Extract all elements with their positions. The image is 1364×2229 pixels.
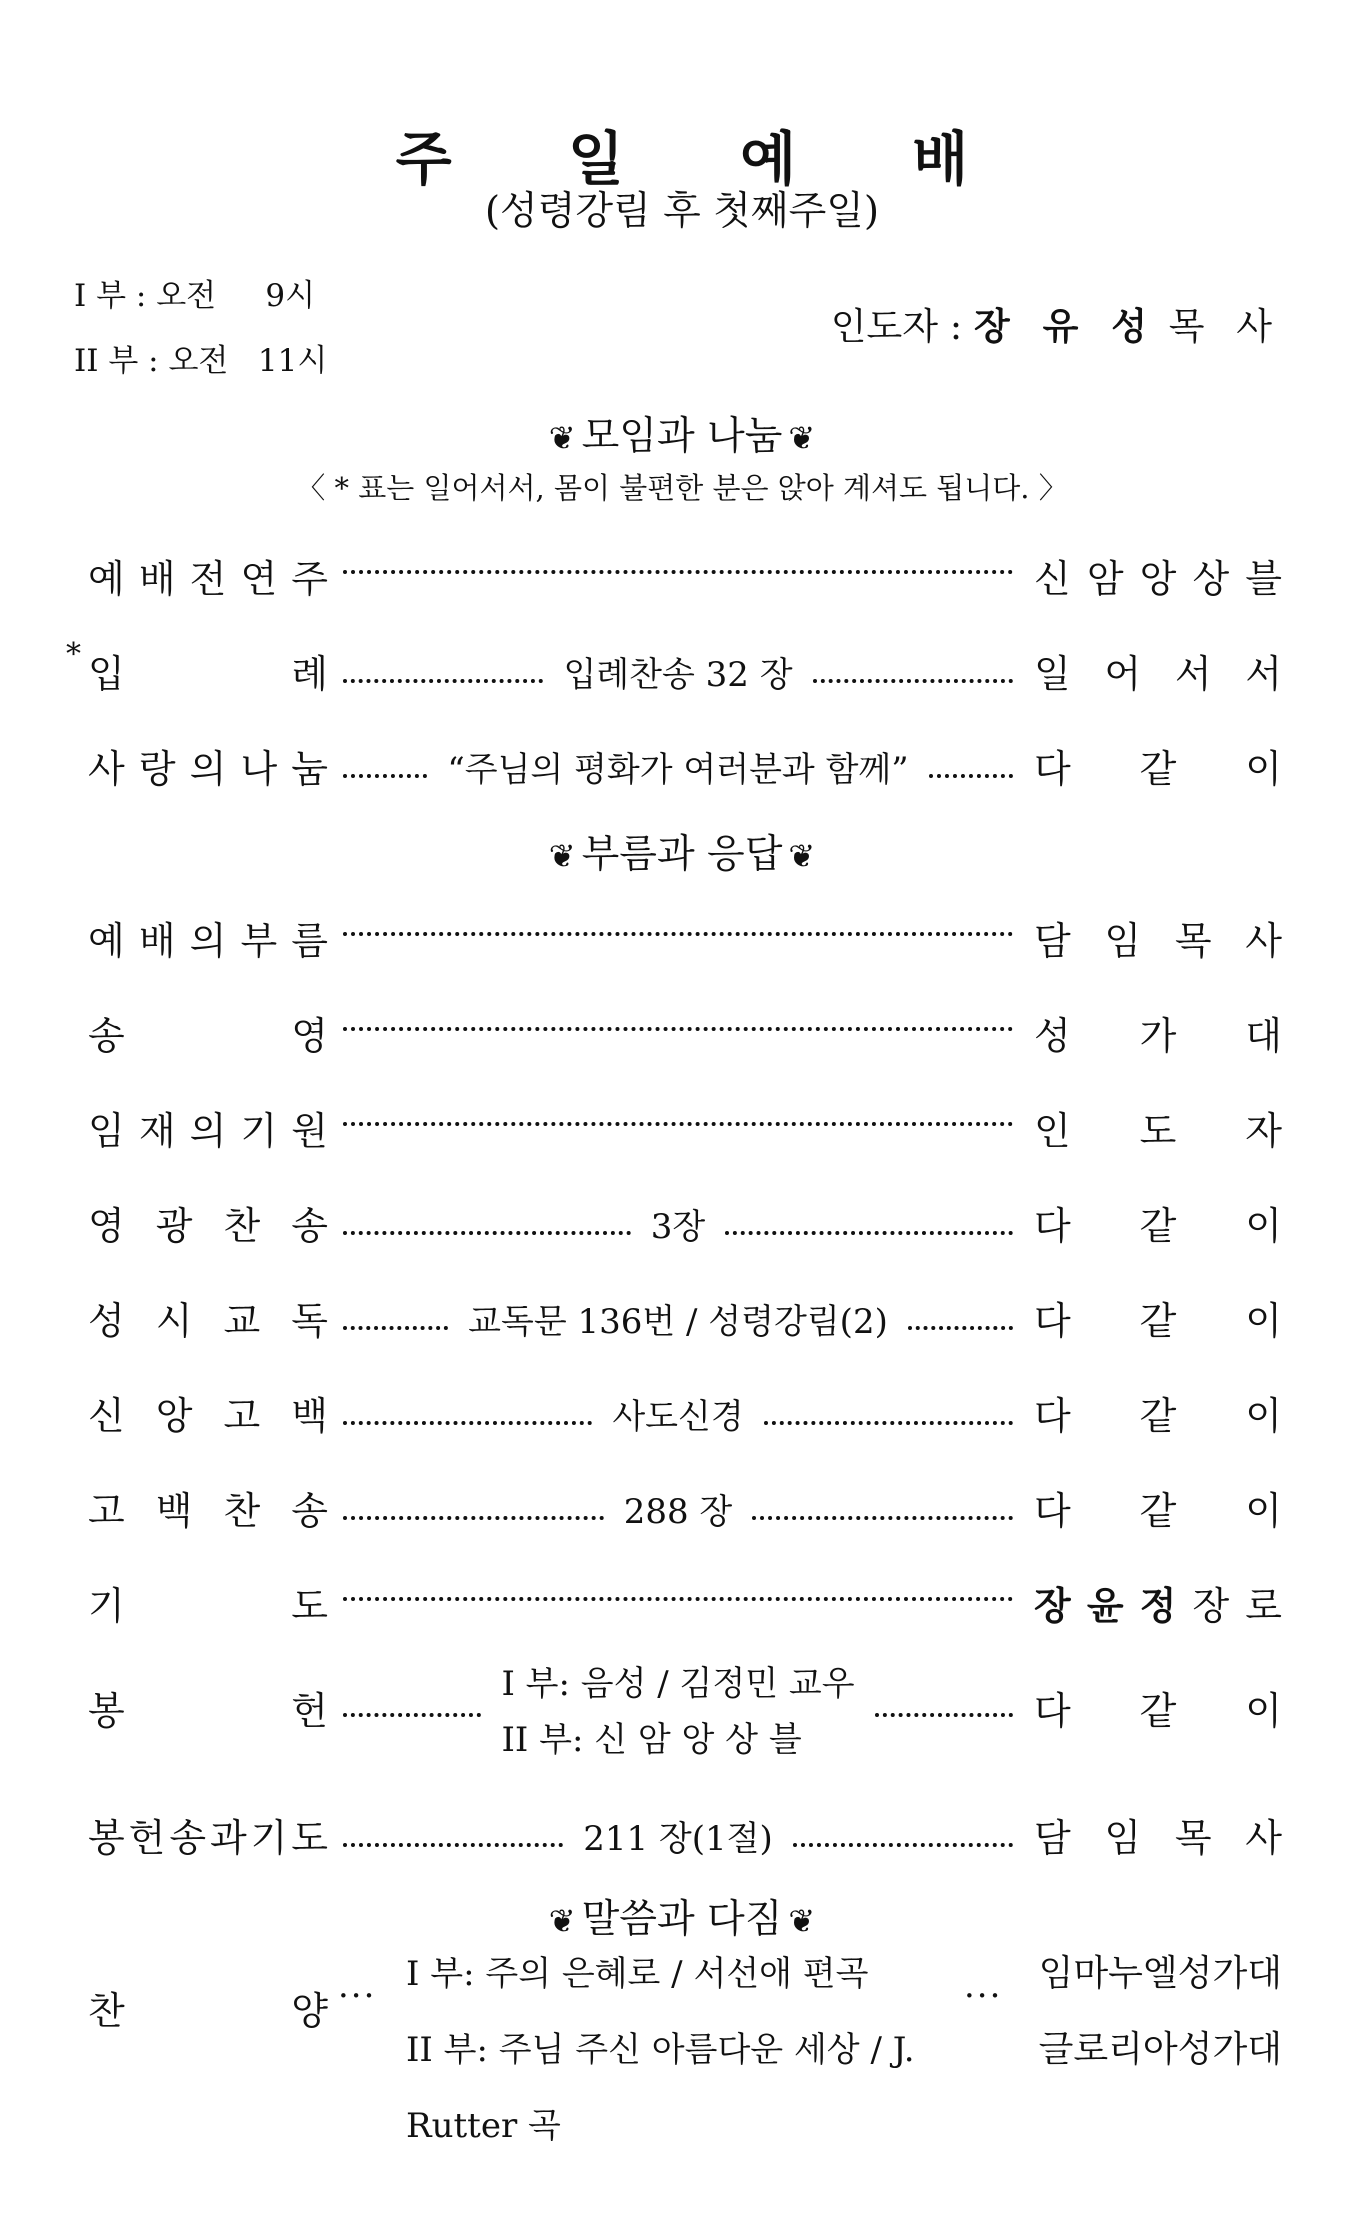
- row-label: 봉 헌: [88, 1689, 328, 1733]
- row-leader: 담 임 목 사: [1034, 1816, 1282, 1860]
- row-leader-dots: [343, 552, 1013, 574]
- choir-pieces: [406, 1936, 966, 2164]
- order-row-sharing: [88, 738, 1282, 798]
- order-row-invocation: [88, 1100, 1282, 1160]
- row-label: 송 영: [88, 1014, 328, 1058]
- page-title: 주 일 예 배: [395, 125, 1017, 193]
- choir-group-2: 글로리아성가대: [1038, 2029, 1282, 2070]
- row-label: 임 재 의 기 원: [88, 1109, 328, 1153]
- row-leader-dots: “주님의 평화가 여러분과 함께”: [343, 742, 1013, 791]
- row-leader: 장 윤 정 장 로: [1034, 1584, 1282, 1628]
- row-leader: 담 임 목 사: [1034, 919, 1282, 963]
- order-row-prelude: [88, 548, 1282, 608]
- order-row-entrance: [88, 643, 1282, 703]
- section-heading-word: ❦ 말씀과 다짐 ❦: [548, 1897, 816, 1942]
- worship-leader: 인도자 : 장 유 성 목 사: [830, 305, 1282, 348]
- row-leader: 신 암 앙 상 블: [1034, 557, 1282, 601]
- row-label: 신 앙 고 백: [88, 1394, 328, 1438]
- row-leader-dots: [343, 1579, 1013, 1601]
- row-leader-dots: [343, 914, 1013, 936]
- ornament-icon: ❦: [788, 419, 816, 457]
- row-leader: 성 가 대: [1034, 1014, 1282, 1058]
- ornament-icon: ❦: [548, 419, 576, 457]
- row-leader-dots: [343, 1009, 1013, 1031]
- row-leader: 다 같 이: [1034, 747, 1282, 791]
- ornament-icon: ❦: [788, 837, 816, 875]
- row-leader-dots: 입례찬송 32 장: [343, 647, 1013, 696]
- choir-groups: [1022, 1936, 1282, 2088]
- row-label: 영 광 찬 송: [88, 1204, 328, 1248]
- order-row-reading: [88, 1290, 1282, 1350]
- row-leader: 다 같 이: [1034, 1489, 1282, 1533]
- row-label: 사 랑 의 나 눔: [88, 747, 328, 791]
- choir-piece-2: II 부: 주님 주신 아름다운 세상 / J. Rutter 곡: [406, 2030, 915, 2146]
- order-row-offering-prayer: [88, 1807, 1282, 1867]
- row-leader: 다 같 이: [1034, 1394, 1282, 1438]
- order-row-prayer: [88, 1575, 1282, 1635]
- row-leader-dots: ···: [338, 1976, 377, 2016]
- order-row-gloria: [88, 1195, 1282, 1255]
- row-leader: 다 같 이: [1034, 1299, 1282, 1343]
- order-row-offering: [88, 1652, 1282, 1772]
- row-leader: 다 같 이: [1034, 1204, 1282, 1248]
- service-time-2: II 부 : 오전 11시: [74, 343, 328, 379]
- row-leader-dots: 288 장: [343, 1484, 1013, 1533]
- row-label: * 입 례: [88, 643, 328, 698]
- section-heading-calling: ❦ 부름과 응답 ❦: [548, 832, 816, 877]
- order-row-choir: [88, 1936, 1282, 2146]
- row-label: 고 백 찬 송: [88, 1489, 328, 1533]
- row-leader-dots: 3장: [343, 1199, 1013, 1248]
- row-label: 찬 양: [88, 1989, 328, 2033]
- order-row-call: [88, 910, 1282, 970]
- row-leader-dots: 211 장(1절): [343, 1811, 1013, 1860]
- row-leader: 인 도 자: [1034, 1109, 1282, 1153]
- choir-group-1: 임마누엘성가대: [1038, 1953, 1282, 1994]
- row-leader: 다 같 이: [1034, 1689, 1282, 1733]
- order-row-hymn: [88, 1480, 1282, 1540]
- choir-piece-1: I 부: 주의 은혜로 / 서선애 편곡: [406, 1954, 869, 1994]
- ornament-icon: ❦: [548, 1902, 576, 1940]
- order-row-anthem: [88, 1005, 1282, 1065]
- row-label: 봉 헌 송 과 기 도: [88, 1816, 328, 1860]
- row-leader-dots: ···: [964, 1976, 1003, 2016]
- order-row-creed: [88, 1385, 1282, 1445]
- row-label: 성 시 교 독: [88, 1299, 328, 1343]
- page-subtitle: (성령강림 후 첫째주일): [484, 189, 880, 234]
- ornament-icon: ❦: [788, 1902, 816, 1940]
- row-leader-dots: 교독문 136번 / 성령강림(2): [343, 1294, 1013, 1343]
- row-leader: 일 어 서 서: [1034, 652, 1282, 696]
- row-leader-dots: [343, 1104, 1013, 1126]
- row-leader-dots: I 부: 음성 / 김정민 교우 II 부: 신 암 앙 상 블: [343, 1652, 1013, 1772]
- standing-note: 〈 * 표는 일어서서, 몸이 불편한 분은 앉아 계셔도 됩니다. 〉: [296, 471, 1068, 505]
- row-label: 기 도: [88, 1584, 328, 1628]
- row-label: 예 배 의 부 름: [88, 919, 328, 963]
- service-time-1: I 부 : 오전 9시: [74, 278, 316, 314]
- row-leader-dots: 사도신경: [343, 1389, 1013, 1438]
- row-label: 예 배 전 연 주: [88, 557, 328, 601]
- ornament-icon: ❦: [548, 837, 576, 875]
- section-heading-gathering: ❦ 모임과 나눔 ❦: [548, 414, 816, 459]
